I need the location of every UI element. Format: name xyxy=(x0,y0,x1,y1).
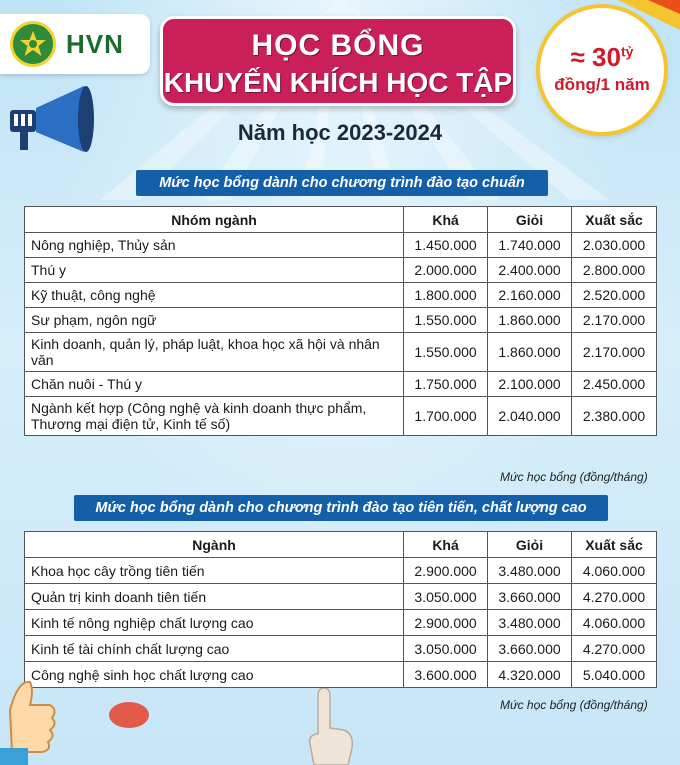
value-cell: 2.030.000 xyxy=(572,233,657,258)
value-cell: 2.100.000 xyxy=(488,372,572,397)
academic-year: Năm học 2023-2024 xyxy=(237,120,443,145)
value-cell: 3.660.000 xyxy=(488,636,572,662)
standard-unit-note: Mức học bổng (đồng/tháng) xyxy=(500,470,648,484)
thumbs-up-icon xyxy=(0,660,60,765)
value-cell: 3.600.000 xyxy=(404,662,488,688)
value-cell: 3.050.000 xyxy=(404,636,488,662)
value-cell: 4.060.000 xyxy=(572,610,657,636)
pointing-hand-icon xyxy=(300,688,360,765)
value-cell: 2.900.000 xyxy=(404,558,488,584)
header-cell: Xuất sắc xyxy=(572,207,657,233)
header-cell: Giỏi xyxy=(488,207,572,233)
total-amount-badge xyxy=(540,8,664,132)
table-row xyxy=(25,636,657,662)
value-cell: 2.170.000 xyxy=(572,333,657,372)
value-cell: 4.320.000 xyxy=(488,662,572,688)
header-cell: Nhóm ngành xyxy=(25,207,404,233)
advanced-unit-note: Mức học bổng (đồng/tháng) xyxy=(500,698,648,712)
value-cell: 1.450.000 xyxy=(404,233,488,258)
header-cell: Ngành xyxy=(25,532,404,558)
logo-text: HVN xyxy=(66,28,124,59)
value-cell: 2.380.000 xyxy=(572,397,657,436)
value-cell: 4.060.000 xyxy=(572,558,657,584)
field-cell: Sư phạm, ngôn ngữ xyxy=(25,308,404,333)
value-cell: 1.750.000 xyxy=(404,372,488,397)
value-cell: 4.270.000 xyxy=(572,584,657,610)
value-cell: 3.480.000 xyxy=(488,558,572,584)
value-cell: 2.000.000 xyxy=(404,258,488,283)
table-header-row xyxy=(25,532,657,558)
value-cell: 2.450.000 xyxy=(572,372,657,397)
header-cell: Xuất sắc xyxy=(572,532,657,558)
value-cell: 1.550.000 xyxy=(404,333,488,372)
header-cell: Khá xyxy=(404,532,488,558)
badge-amount: ≈ $30^{tỷ}$ xyxy=(570,42,634,72)
value-cell: 4.270.000 xyxy=(572,636,657,662)
value-cell: 2.520.000 xyxy=(572,283,657,308)
value-cell: 2.040.000 xyxy=(488,397,572,436)
field-cell: Ngành kết hợp (Công nghệ và kinh doanh thực phẩm, Thương mại điện tử, Kinh tế số) xyxy=(25,397,404,436)
table-row xyxy=(25,233,657,258)
table-row xyxy=(25,258,657,283)
header-cell: Khá xyxy=(404,207,488,233)
field-cell: Thú y xyxy=(25,258,404,283)
field-cell: Chăn nuôi - Thú y xyxy=(25,372,404,397)
value-cell: 2.170.000 xyxy=(572,308,657,333)
table-row xyxy=(25,333,657,372)
table-row xyxy=(25,662,657,688)
title-banner xyxy=(160,16,516,106)
value-cell: 2.900.000 xyxy=(404,610,488,636)
table-row xyxy=(25,372,657,397)
value-cell: 3.660.000 xyxy=(488,584,572,610)
decorative-blob xyxy=(108,700,150,730)
field-cell: Nông nghiệp, Thủy sản xyxy=(25,233,404,258)
table-header-row xyxy=(25,207,657,233)
field-cell: Quản trị kinh doanh tiên tiến xyxy=(25,584,404,610)
value-cell: 1.700.000 xyxy=(404,397,488,436)
value-cell: 1.800.000 xyxy=(404,283,488,308)
value-cell: 3.050.000 xyxy=(404,584,488,610)
logo-emblem-icon xyxy=(10,21,56,67)
field-cell: Kinh tế tài chính chất lượng cao xyxy=(25,636,404,662)
value-cell: 1.740.000 xyxy=(488,233,572,258)
table-row xyxy=(25,397,657,436)
value-cell: 2.400.000 xyxy=(488,258,572,283)
standard-scholarship-table xyxy=(24,206,657,436)
value-cell: 2.160.000 xyxy=(488,283,572,308)
value-cell: 3.480.000 xyxy=(488,610,572,636)
standard-section-title: Mức học bổng dành cho chương trình đào tạo chuẩn xyxy=(136,170,548,196)
advanced-section-title: Mức học bổng dành cho chương trình đào tạo tiên tiến, chất lượng cao xyxy=(74,495,608,521)
badge-unit: đồng/1 năm xyxy=(554,75,650,94)
title-line-2: KHUYẾN KHÍCH HỌC TẬP xyxy=(163,67,513,98)
advanced-scholarship-table xyxy=(24,531,657,688)
value-cell: 5.040.000 xyxy=(572,662,657,688)
table-row xyxy=(25,558,657,584)
value-cell: 1.860.000 xyxy=(488,333,572,372)
university-logo xyxy=(0,14,150,74)
table-row xyxy=(25,584,657,610)
field-cell: Kinh doanh, quản lý, pháp luật, khoa học xã hội và nhân văn xyxy=(25,333,404,372)
value-cell: 2.800.000 xyxy=(572,258,657,283)
field-cell: Công nghệ sinh học chất lượng cao xyxy=(25,662,404,688)
value-cell: 1.550.000 xyxy=(404,308,488,333)
field-cell: Khoa học cây trồng tiên tiến xyxy=(25,558,404,584)
value-cell: 1.860.000 xyxy=(488,308,572,333)
table-row xyxy=(25,283,657,308)
field-cell: Kỹ thuật, công nghệ xyxy=(25,283,404,308)
badge-amount-suffix: tỷ xyxy=(620,43,634,60)
title-line-1: HỌC BỔNG xyxy=(251,29,425,62)
field-cell: Kinh tế nông nghiệp chất lượng cao xyxy=(25,610,404,636)
header-cell: Giỏi xyxy=(488,532,572,558)
table-row xyxy=(25,610,657,636)
table-row xyxy=(25,308,657,333)
